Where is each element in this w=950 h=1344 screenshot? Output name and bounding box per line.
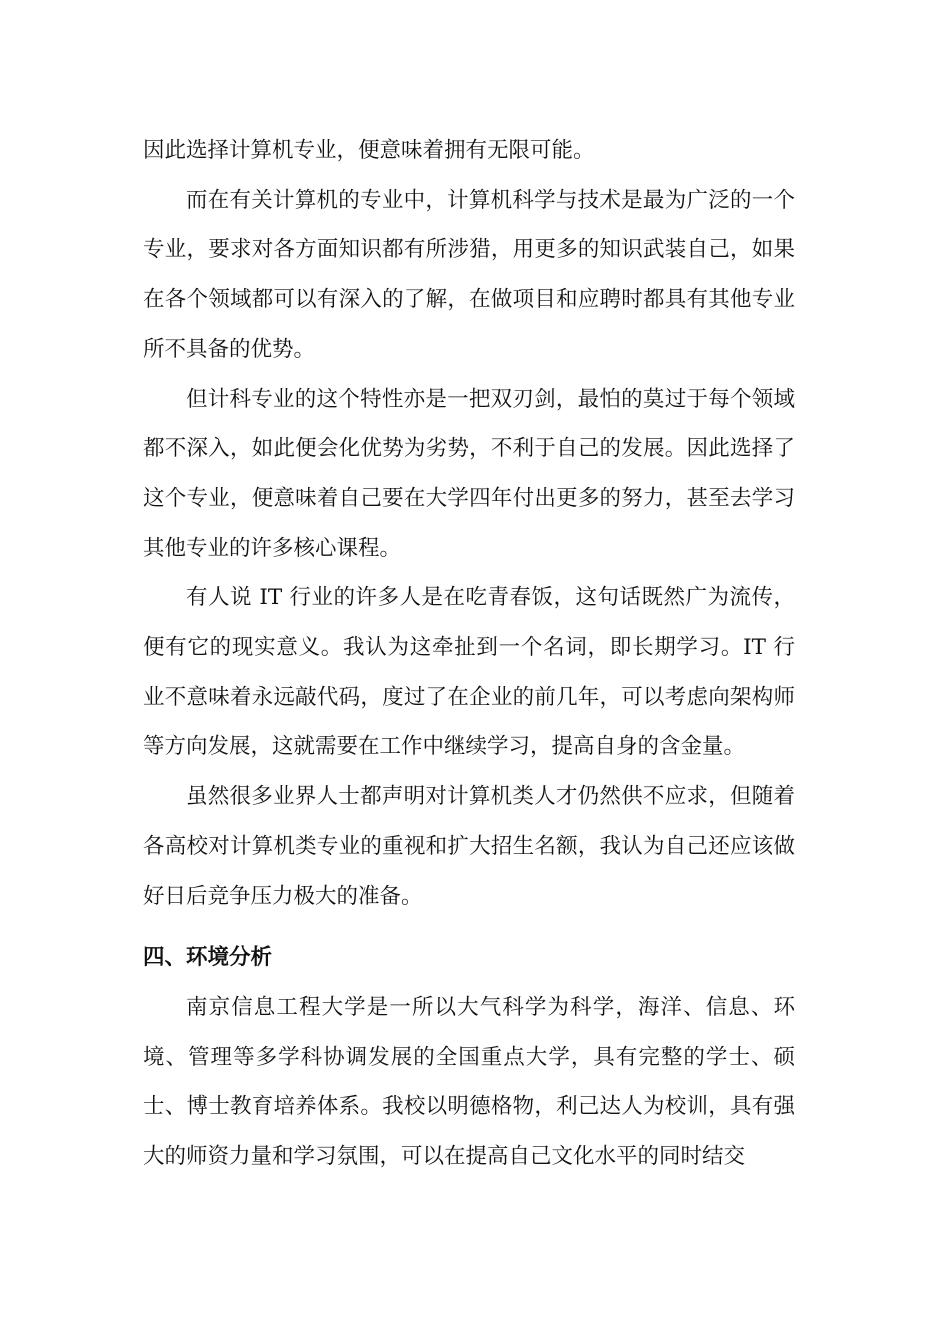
paragraph-double-edged-sword: 但计科专业的这个特性亦是一把双刃剑，最怕的莫过于每个领域都不深入，如此便会化优势为劣势，不利于自己的发展。因此选择了这个专业，便意味着自己要在大学四年付出更多的努力，甚至去学习其他专业的许多核心课程。: [143, 386, 795, 561]
paragraph-continuation: 因此选择计算机专业，便意味着拥有无限可能。: [143, 138, 595, 163]
paragraph-cs-major: 而在有关计算机的专业中，计算机科学与技术是最为广泛的一个专业，要求对各方面知识都有所涉猎，用更多的知识武装自己，如果在各个领域都可以有深入的了解，在做项目和应聘时都具有其他专业所不具备的优势。: [143, 187, 795, 362]
section-heading-environment-analysis: 四、环境分析: [143, 945, 273, 971]
paragraph-university: 南京信息工程大学是一所以大气科学为科学，海洋、信息、环境、管理等多学科协调发展的全国重点大学，具有完整的学士、硕士、博士教育培养体系。我校以明德格物，利己达人为校训，具有强大的师资力量和学习氛围，可以在提高自己文化水平的同时结交: [143, 994, 795, 1170]
document-page: [143, 126, 795, 1182]
paragraph-competition: 虽然很多业界人士都声明对计算机类人才仍然供不应求，但随着各高校对计算机类专业的重视和扩大招生名额，我认为自己还应该做好日后竞争压力极大的准备。: [143, 784, 795, 909]
paragraph-it-industry: 有人说 IT 行业的许多人是在吃青春饭，这句话既然广为流传，便有它的现实意义。我认为这牵扯到一个名词，即长期学习。IT 行业不意味着永远敲代码，度过了在企业的前几年，可以考虑向架构师等方向发展，这就需要在工作中继续学习，提高自身的含金量。: [143, 585, 795, 760]
